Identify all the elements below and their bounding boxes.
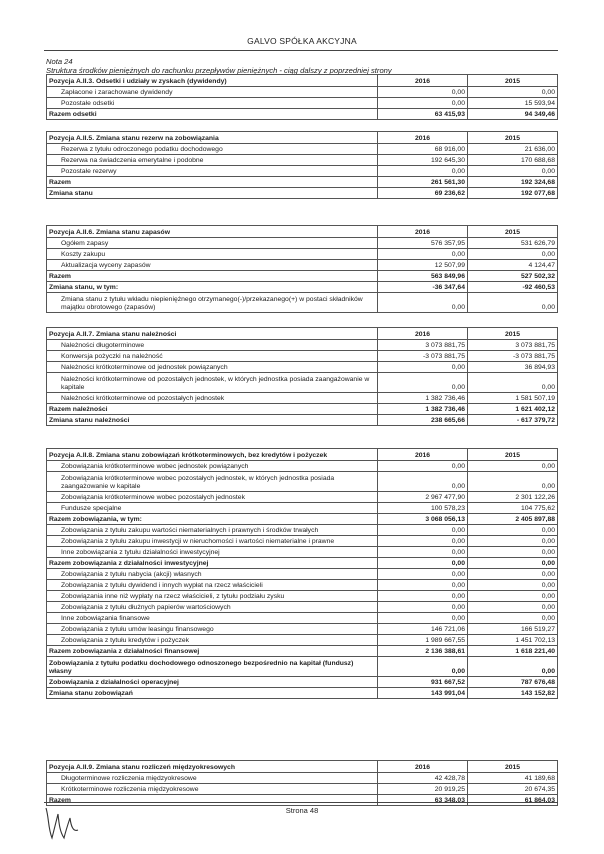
- value-2016: 3 068 056,13: [378, 514, 468, 525]
- row-label: Zmiana stanu: [47, 188, 378, 199]
- value-2016: 0,00: [378, 87, 468, 98]
- value-2015: 1 451 702,13: [468, 635, 558, 646]
- row-label: Razem zobowiązania z działalności finansowej: [47, 646, 378, 657]
- value-2016: 0,00: [378, 602, 468, 613]
- row-label: Razem: [47, 177, 378, 188]
- table-row: [47, 260, 558, 271]
- value-2016: 563 849,96: [378, 271, 468, 282]
- row-label: Ogółem zapasy: [47, 238, 378, 249]
- value-2016: 0,00: [378, 569, 468, 580]
- value-2015: 2 301 122,26: [468, 492, 558, 503]
- value-2015: -3 073 881,75: [468, 351, 558, 362]
- value-2016: 0,00: [378, 472, 468, 492]
- value-2015: 0,00: [468, 536, 558, 547]
- column-header-2015: 2015: [468, 75, 558, 87]
- table-row: [47, 784, 558, 795]
- value-2016: 3 073 881,75: [378, 340, 468, 351]
- table-row: [47, 362, 558, 373]
- column-header-2016: 2016: [378, 761, 468, 773]
- note-subtitle: Struktura środków pieniężnych do rachunku przepływów pieniężnych - ciąg dalszy z poprzedniej strony: [46, 66, 392, 75]
- table-title: Pozycja A.II.7. Zmiana stanu należności: [47, 328, 378, 340]
- row-label: Krótkoterminowe rozliczenia międzyokresowe: [47, 784, 378, 795]
- table-row: [47, 525, 558, 536]
- table-header-row: [47, 226, 558, 238]
- table-1: [46, 131, 558, 199]
- value-2016: 0,00: [378, 525, 468, 536]
- table-row: [47, 492, 558, 503]
- row-label: Zapłacone i zarachowane dywidendy: [47, 87, 378, 98]
- row-label: Zobowiązania inne niż wypłaty na rzecz właścicieli, z tytułu podziału zysku: [47, 591, 378, 602]
- value-2015: 4 124,47: [468, 260, 558, 271]
- table-title: Pozycja A.II.9. Zmiana stanu rozliczeń międzyokresowych: [47, 761, 378, 773]
- table-row: [47, 677, 558, 688]
- value-2015: 104 775,62: [468, 503, 558, 514]
- table-row: [47, 293, 558, 313]
- table-row: [47, 87, 558, 98]
- column-header-2015: 2015: [468, 328, 558, 340]
- table-row: [47, 393, 558, 404]
- row-label: Pozostałe odsetki: [47, 98, 378, 109]
- row-label: Należności krótkoterminowe od pozostałych jednostek: [47, 393, 378, 404]
- value-2015: 0,00: [468, 558, 558, 569]
- value-2015: 0,00: [468, 569, 558, 580]
- value-2015: 0,00: [468, 461, 558, 472]
- value-2015: 20 674,35: [468, 784, 558, 795]
- value-2015: 170 688,68: [468, 155, 558, 166]
- value-2016: 68 916,00: [378, 144, 468, 155]
- value-2016: 0,00: [378, 558, 468, 569]
- value-2015: 192 324,68: [468, 177, 558, 188]
- table-row: [47, 547, 558, 558]
- row-label: Rezerwa na świadczenia emerytalne i podobne: [47, 155, 378, 166]
- value-2016: 42 428,78: [378, 773, 468, 784]
- value-2015: 1 621 402,12: [468, 404, 558, 415]
- value-2016: -36 347,64: [378, 282, 468, 293]
- table-row: [47, 558, 558, 569]
- table-row: [47, 144, 558, 155]
- value-2016: -3 073 881,75: [378, 351, 468, 362]
- row-label: Zobowiązania z działalności operacyjnej: [47, 677, 378, 688]
- row-label: Zmiana stanu z tytułu wkładu niepieniężnego otrzymanego(-)/przekazanego(+) w postaci składników majątku obrotowego (zapasów): [47, 293, 378, 313]
- table-4: [46, 448, 558, 699]
- value-2016: 0,00: [378, 362, 468, 373]
- value-2016: 576 357,95: [378, 238, 468, 249]
- table-row: [47, 249, 558, 260]
- table-row: [47, 188, 558, 199]
- row-label: Koszty zakupu: [47, 249, 378, 260]
- value-2016: 192 645,30: [378, 155, 468, 166]
- table-title: Pozycja A.II.8. Zmiana stanu zobowiązań krótkoterminowych, bez kredytów i pożyczek: [47, 449, 378, 461]
- column-header-2015: 2015: [468, 132, 558, 144]
- row-label: Zobowiązania z tytułu umów leasingu finansowego: [47, 624, 378, 635]
- row-label: Zobowiązania krótkoterminowe wobec pozostałych jednostek: [47, 492, 378, 503]
- table-row: [47, 773, 558, 784]
- table-row: [47, 591, 558, 602]
- table-row: [47, 602, 558, 613]
- table-header-row: [47, 761, 558, 773]
- table-row: [47, 155, 558, 166]
- row-label: Razem zobowiązania z działalności inwestycyjnej: [47, 558, 378, 569]
- value-2016: 0,00: [378, 591, 468, 602]
- table-row: [47, 282, 558, 293]
- value-2016: 931 667,52: [378, 677, 468, 688]
- table-row: [47, 646, 558, 657]
- value-2015: 0,00: [468, 472, 558, 492]
- table-row: [47, 177, 558, 188]
- row-label: Należności krótkoterminowe od pozostałych jednostek, w których jednostka posiada zaangażowanie w kapitale: [47, 373, 378, 393]
- value-2016: 1 382 736,46: [378, 393, 468, 404]
- table-row: [47, 461, 558, 472]
- column-header-2015: 2015: [468, 761, 558, 773]
- note-title: Nota 24: [46, 57, 73, 66]
- row-label: Inne zobowiązania finansowe: [47, 613, 378, 624]
- value-2016: 143 991,04: [378, 688, 468, 699]
- column-header-2016: 2016: [378, 75, 468, 87]
- header-rule: [44, 50, 558, 51]
- row-label: Razem: [47, 271, 378, 282]
- value-2015: 527 502,32: [468, 271, 558, 282]
- value-2015: 2 405 897,88: [468, 514, 558, 525]
- value-2015: 0,00: [468, 580, 558, 591]
- value-2016: 0,00: [378, 613, 468, 624]
- value-2015: 0,00: [468, 293, 558, 313]
- row-label: Razem należności: [47, 404, 378, 415]
- value-2015: 94 349,46: [468, 109, 558, 120]
- row-label: Fundusze specjalne: [47, 503, 378, 514]
- footer-rule: [44, 802, 558, 803]
- table-header-row: [47, 449, 558, 461]
- value-2015: 0,00: [468, 613, 558, 624]
- row-label: Należności krótkoterminowe od jednostek powiązanych: [47, 362, 378, 373]
- value-2015: 0,00: [468, 373, 558, 393]
- value-2016: 0,00: [378, 657, 468, 677]
- value-2016: 2 136 388,61: [378, 646, 468, 657]
- value-2015: 0,00: [468, 547, 558, 558]
- column-header-2015: 2015: [468, 226, 558, 238]
- value-2015: 15 593,94: [468, 98, 558, 109]
- value-2016: 20 919,25: [378, 784, 468, 795]
- value-2015: 21 636,00: [468, 144, 558, 155]
- value-2016: 0,00: [378, 373, 468, 393]
- value-2016: 0,00: [378, 166, 468, 177]
- table-row: [47, 472, 558, 492]
- row-label: Pozostałe rezerwy: [47, 166, 378, 177]
- table-row: [47, 404, 558, 415]
- table-row: [47, 635, 558, 646]
- table-row: [47, 613, 558, 624]
- table-row: [47, 514, 558, 525]
- table-row: [47, 166, 558, 177]
- value-2016: 1 989 667,55: [378, 635, 468, 646]
- value-2015: 3 073 881,75: [468, 340, 558, 351]
- table-title: Pozycja A.II.3. Odsetki i udziały w zyskach (dywidendy): [47, 75, 378, 87]
- row-label: Zobowiązania krótkoterminowe wobec jednostek powiązanych: [47, 461, 378, 472]
- table-row: [47, 238, 558, 249]
- table-header-row: [47, 132, 558, 144]
- row-label: Inne zobowiązania z tytułu działalności inwestycyjnej: [47, 547, 378, 558]
- row-label: Razem: [47, 795, 378, 806]
- table-row: [47, 271, 558, 282]
- row-label: Razem zobowiązania, w tym:: [47, 514, 378, 525]
- value-2015: 166 519,27: [468, 624, 558, 635]
- row-label: Zobowiązania z tytułu zakupu inwestycji w nieruchomości i wartości niematerialne i prawne: [47, 536, 378, 547]
- row-label: Zobowiązania z tytułu dywidend i innych wypłat na rzecz właścicieli: [47, 580, 378, 591]
- value-2016: 0,00: [378, 249, 468, 260]
- value-2015: 0,00: [468, 602, 558, 613]
- value-2016: 0,00: [378, 461, 468, 472]
- value-2015: 0,00: [468, 166, 558, 177]
- row-label: Zobowiązania z tytułu dłużnych papierów wartościowych: [47, 602, 378, 613]
- company-header: GALVO SPÓŁKA AKCYJNA: [247, 36, 357, 46]
- table-row: [47, 340, 558, 351]
- value-2015: 0,00: [468, 249, 558, 260]
- value-2015: 36 894,93: [468, 362, 558, 373]
- value-2016: 0,00: [378, 536, 468, 547]
- value-2016: 63 348,03: [378, 795, 468, 806]
- table-row: [47, 109, 558, 120]
- page-number: Strona 48: [285, 806, 319, 815]
- value-2015: 143 152,82: [468, 688, 558, 699]
- column-header-2016: 2016: [378, 449, 468, 461]
- value-2015: 531 626,79: [468, 238, 558, 249]
- value-2016: 0,00: [378, 580, 468, 591]
- value-2016: 12 507,99: [378, 260, 468, 271]
- value-2015: -92 460,53: [468, 282, 558, 293]
- table-row: [47, 351, 558, 362]
- value-2016: 146 721,06: [378, 624, 468, 635]
- value-2015: 0,00: [468, 525, 558, 536]
- column-header-2016: 2016: [378, 328, 468, 340]
- table-header-row: [47, 328, 558, 340]
- value-2015: 0,00: [468, 591, 558, 602]
- value-2016: 1 382 736,46: [378, 404, 468, 415]
- table-row: [47, 580, 558, 591]
- value-2015: 787 676,48: [468, 677, 558, 688]
- table-row: [47, 98, 558, 109]
- row-label: Zmiana stanu zobowiązań: [47, 688, 378, 699]
- row-label: Rezerwa z tytułu odroczonego podatku dochodowego: [47, 144, 378, 155]
- table-row: [47, 657, 558, 677]
- column-header-2015: 2015: [468, 449, 558, 461]
- row-label: Zobowiązania z tytułu podatku dochodowego odnoszonego bezpośrednio na kapitał (fundusz) własny: [47, 657, 378, 677]
- table-2: [46, 225, 558, 313]
- value-2015: 192 077,68: [468, 188, 558, 199]
- table-0: [46, 74, 558, 120]
- row-label: Zobowiązania z tytułu kredytów i pożyczek: [47, 635, 378, 646]
- value-2016: 69 236,62: [378, 188, 468, 199]
- row-label: Konwersja pożyczki na należność: [47, 351, 378, 362]
- table-5: [46, 760, 558, 806]
- table-row: [47, 415, 558, 426]
- note-heading: [46, 57, 392, 75]
- value-2015: 0,00: [468, 87, 558, 98]
- table-row: [47, 624, 558, 635]
- value-2015: 1 618 221,40: [468, 646, 558, 657]
- signature-mark: [40, 800, 84, 844]
- value-2016: 0,00: [378, 293, 468, 313]
- row-label: Długoterminowe rozliczenia międzyokresowe: [47, 773, 378, 784]
- value-2016: 100 578,23: [378, 503, 468, 514]
- value-2016: 238 665,66: [378, 415, 468, 426]
- table-title: Pozycja A.II.6. Zmiana stanu zapasów: [47, 226, 378, 238]
- row-label: Zmiana stanu, w tym:: [47, 282, 378, 293]
- row-label: Zmiana stanu należności: [47, 415, 378, 426]
- column-header-2016: 2016: [378, 226, 468, 238]
- table-row: [47, 688, 558, 699]
- table-row: [47, 503, 558, 514]
- table-3: [46, 327, 558, 426]
- table-header-row: [47, 75, 558, 87]
- value-2016: 0,00: [378, 98, 468, 109]
- table-row: [47, 536, 558, 547]
- value-2016: 2 967 477,90: [378, 492, 468, 503]
- value-2015: 0,00: [468, 657, 558, 677]
- value-2015: 41 189,68: [468, 773, 558, 784]
- value-2015: 1 581 507,19: [468, 393, 558, 404]
- value-2016: 0,00: [378, 547, 468, 558]
- table-row: [47, 569, 558, 580]
- value-2015: 61 864,03: [468, 795, 558, 806]
- value-2016: 63 415,93: [378, 109, 468, 120]
- row-label: Zobowiązania z tytułu zakupu wartości niematerialnych i prawnych i środków trwałych: [47, 525, 378, 536]
- column-header-2016: 2016: [378, 132, 468, 144]
- row-label: Razem odsetki: [47, 109, 378, 120]
- row-label: Aktualizacja wyceny zapasów: [47, 260, 378, 271]
- table-row: [47, 795, 558, 806]
- row-label: Należności długoterminowe: [47, 340, 378, 351]
- table-title: Pozycja A.II.5. Zmiana stanu rezerw na zobowiązania: [47, 132, 378, 144]
- value-2015: - 617 379,72: [468, 415, 558, 426]
- row-label: Zobowiązania z tytułu nabycia (akcji) własnych: [47, 569, 378, 580]
- table-row: [47, 373, 558, 393]
- value-2016: 261 561,30: [378, 177, 468, 188]
- row-label: Zobowiązania krótkoterminowe wobec pozostałych jednostek, w których jednostka posiada zaangażowanie w kapitale: [47, 472, 378, 492]
